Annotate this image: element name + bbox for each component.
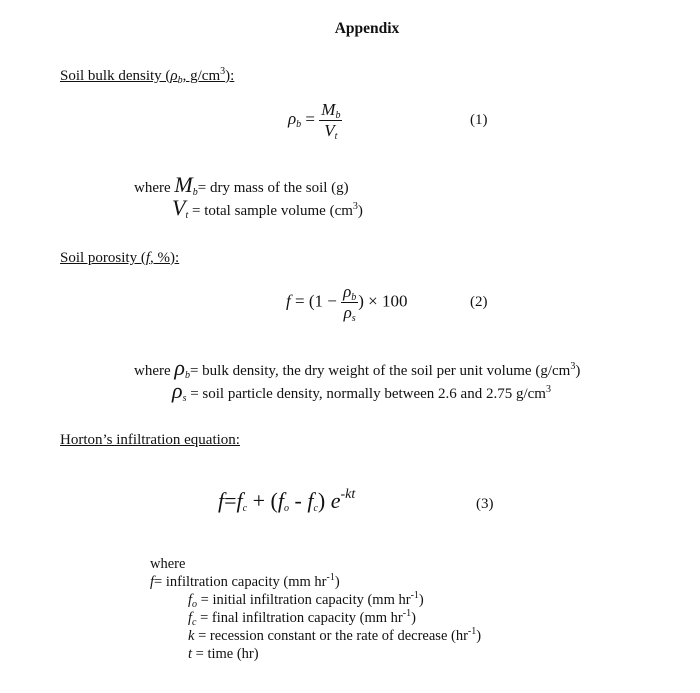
horton-def-k: k = recession constant or the rate of decrease $(hr^{-1})$ [188,626,482,644]
bulk-density-def-mass: where $M_b=$ dry mass of the soil (g) [134,172,349,198]
porosity-heading: Soil porosity (f, %): [60,250,180,266]
horton-def-fc: $f_c$ = final infiltration capacity (mm $hr^{-1}$) [188,608,416,628]
equation-2-number: (2) [470,294,488,310]
horton-heading: Horton’s infiltration equation: [60,432,240,448]
bulk-density-heading: Soil bulk density ($\rho_b$, $g/cm^3$): [60,66,235,86]
equation-1: $\rho_b$ = $\frac{M_b}{V_t}$ [288,100,341,142]
equation-2: f = (1 − $\frac{\rho_b}{\rho_s}$ ) × 100 [286,282,408,324]
page-title: Appendix [334,20,400,37]
bulk-density-def-volume: $V_t$ = total sample volume $(cm^3)$ [172,195,363,221]
horton-definitions [150,555,481,663]
horton-def-t: t = time (hr) [188,646,259,662]
porosity-def-bulk: where $\rho_b=$ bulk density, the dry weight of the soil per unit volume $(g/cm^3)$ [134,355,581,381]
equation-1-number: (1) [470,112,488,128]
horton-def-f: where f= infiltration capacity (mm $hr^{-1}$) [150,556,340,590]
equation-3: $f=f_c + (f_o - f_c)$ $e^{-kt}$ [218,487,356,514]
equation-3-number: (3) [476,496,494,512]
porosity-def-particle: $\rho_s$ = soil particle density, normally between 2.6 and 2.75 $g/cm^3$ [172,378,551,404]
horton-def-fo: $f_o$ = initial infiltration capacity (mm $hr^{-1}$) [188,590,424,610]
